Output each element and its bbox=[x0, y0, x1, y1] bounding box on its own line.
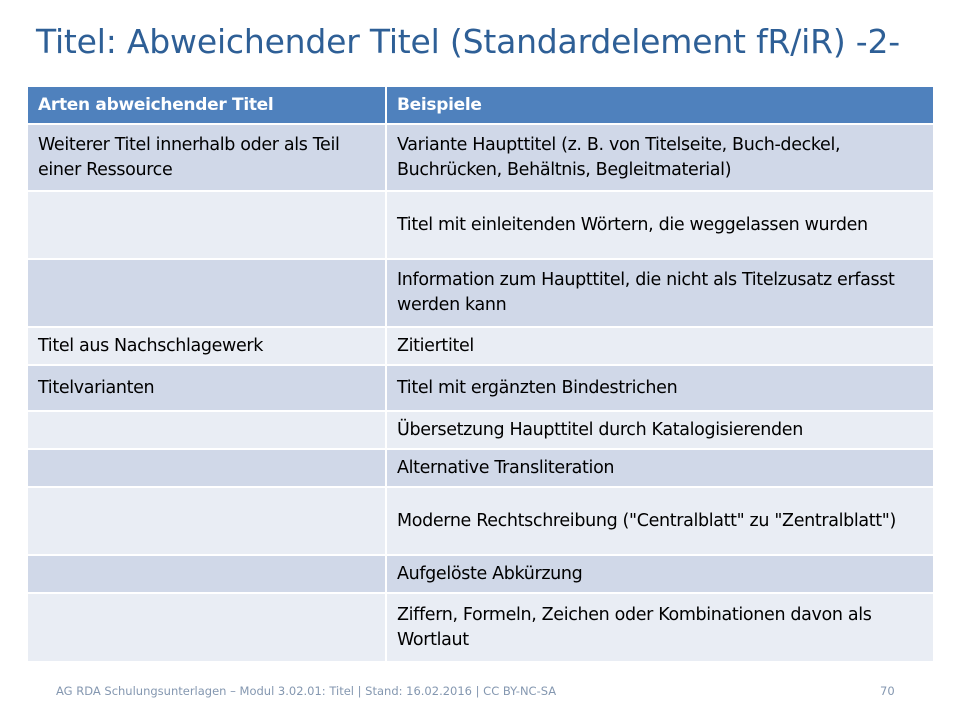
cell-type: Weiterer Titel innerhalb oder als Teil einer Ressource bbox=[28, 124, 386, 191]
cell-example: Ziffern, Formeln, Zeichen oder Kombinationen davon als Wortlaut bbox=[386, 593, 933, 661]
cell-type: Titel aus Nachschlagewerk bbox=[28, 327, 386, 365]
slide-title: Titel: Abweichender Titel (Standardelement fR/iR) -2- bbox=[36, 22, 901, 61]
cell-example: Alternative Transliteration bbox=[386, 449, 933, 487]
cell-example: Moderne Rechtschreibung ("Centralblatt" zu "Zentralblatt") bbox=[386, 487, 933, 555]
table-row bbox=[28, 449, 933, 487]
table-row bbox=[28, 593, 933, 661]
table-header-row bbox=[28, 87, 933, 124]
page-number: 70 bbox=[880, 684, 895, 698]
table-row bbox=[28, 327, 933, 365]
cell-example: Aufgelöste Abkürzung bbox=[386, 555, 933, 593]
cell-type bbox=[28, 593, 386, 661]
cell-type bbox=[28, 259, 386, 327]
cell-example: Information zum Haupttitel, die nicht als Titelzusatz erfasst werden kann bbox=[386, 259, 933, 327]
cell-type bbox=[28, 487, 386, 555]
cell-type: Titelvarianten bbox=[28, 365, 386, 411]
slide-footer: AG RDA Schulungsunterlagen – Modul 3.02.01: Titel | Stand: 16.02.2016 | CC BY-NC-SA bbox=[56, 684, 557, 698]
column-header-types: Arten abweichender Titel bbox=[28, 87, 386, 124]
cell-type bbox=[28, 191, 386, 259]
table-row bbox=[28, 191, 933, 259]
cell-example: Titel mit ergänzten Bindestrichen bbox=[386, 365, 933, 411]
title-types-table bbox=[28, 87, 933, 661]
table-row bbox=[28, 259, 933, 327]
table-row bbox=[28, 365, 933, 411]
cell-type bbox=[28, 449, 386, 487]
table-row bbox=[28, 124, 933, 191]
table-row bbox=[28, 555, 933, 593]
cell-example: Titel mit einleitenden Wörtern, die weggelassen wurden bbox=[386, 191, 933, 259]
table-row bbox=[28, 487, 933, 555]
cell-type bbox=[28, 555, 386, 593]
column-header-examples: Beispiele bbox=[386, 87, 933, 124]
table-row bbox=[28, 411, 933, 449]
cell-example: Zitiertitel bbox=[386, 327, 933, 365]
cell-example: Übersetzung Haupttitel durch Katalogisierenden bbox=[386, 411, 933, 449]
cell-type bbox=[28, 411, 386, 449]
cell-example: Variante Haupttitel (z. B. von Titelseite, Buch-deckel, Buchrücken, Behältnis, Begleitmaterial) bbox=[386, 124, 933, 191]
